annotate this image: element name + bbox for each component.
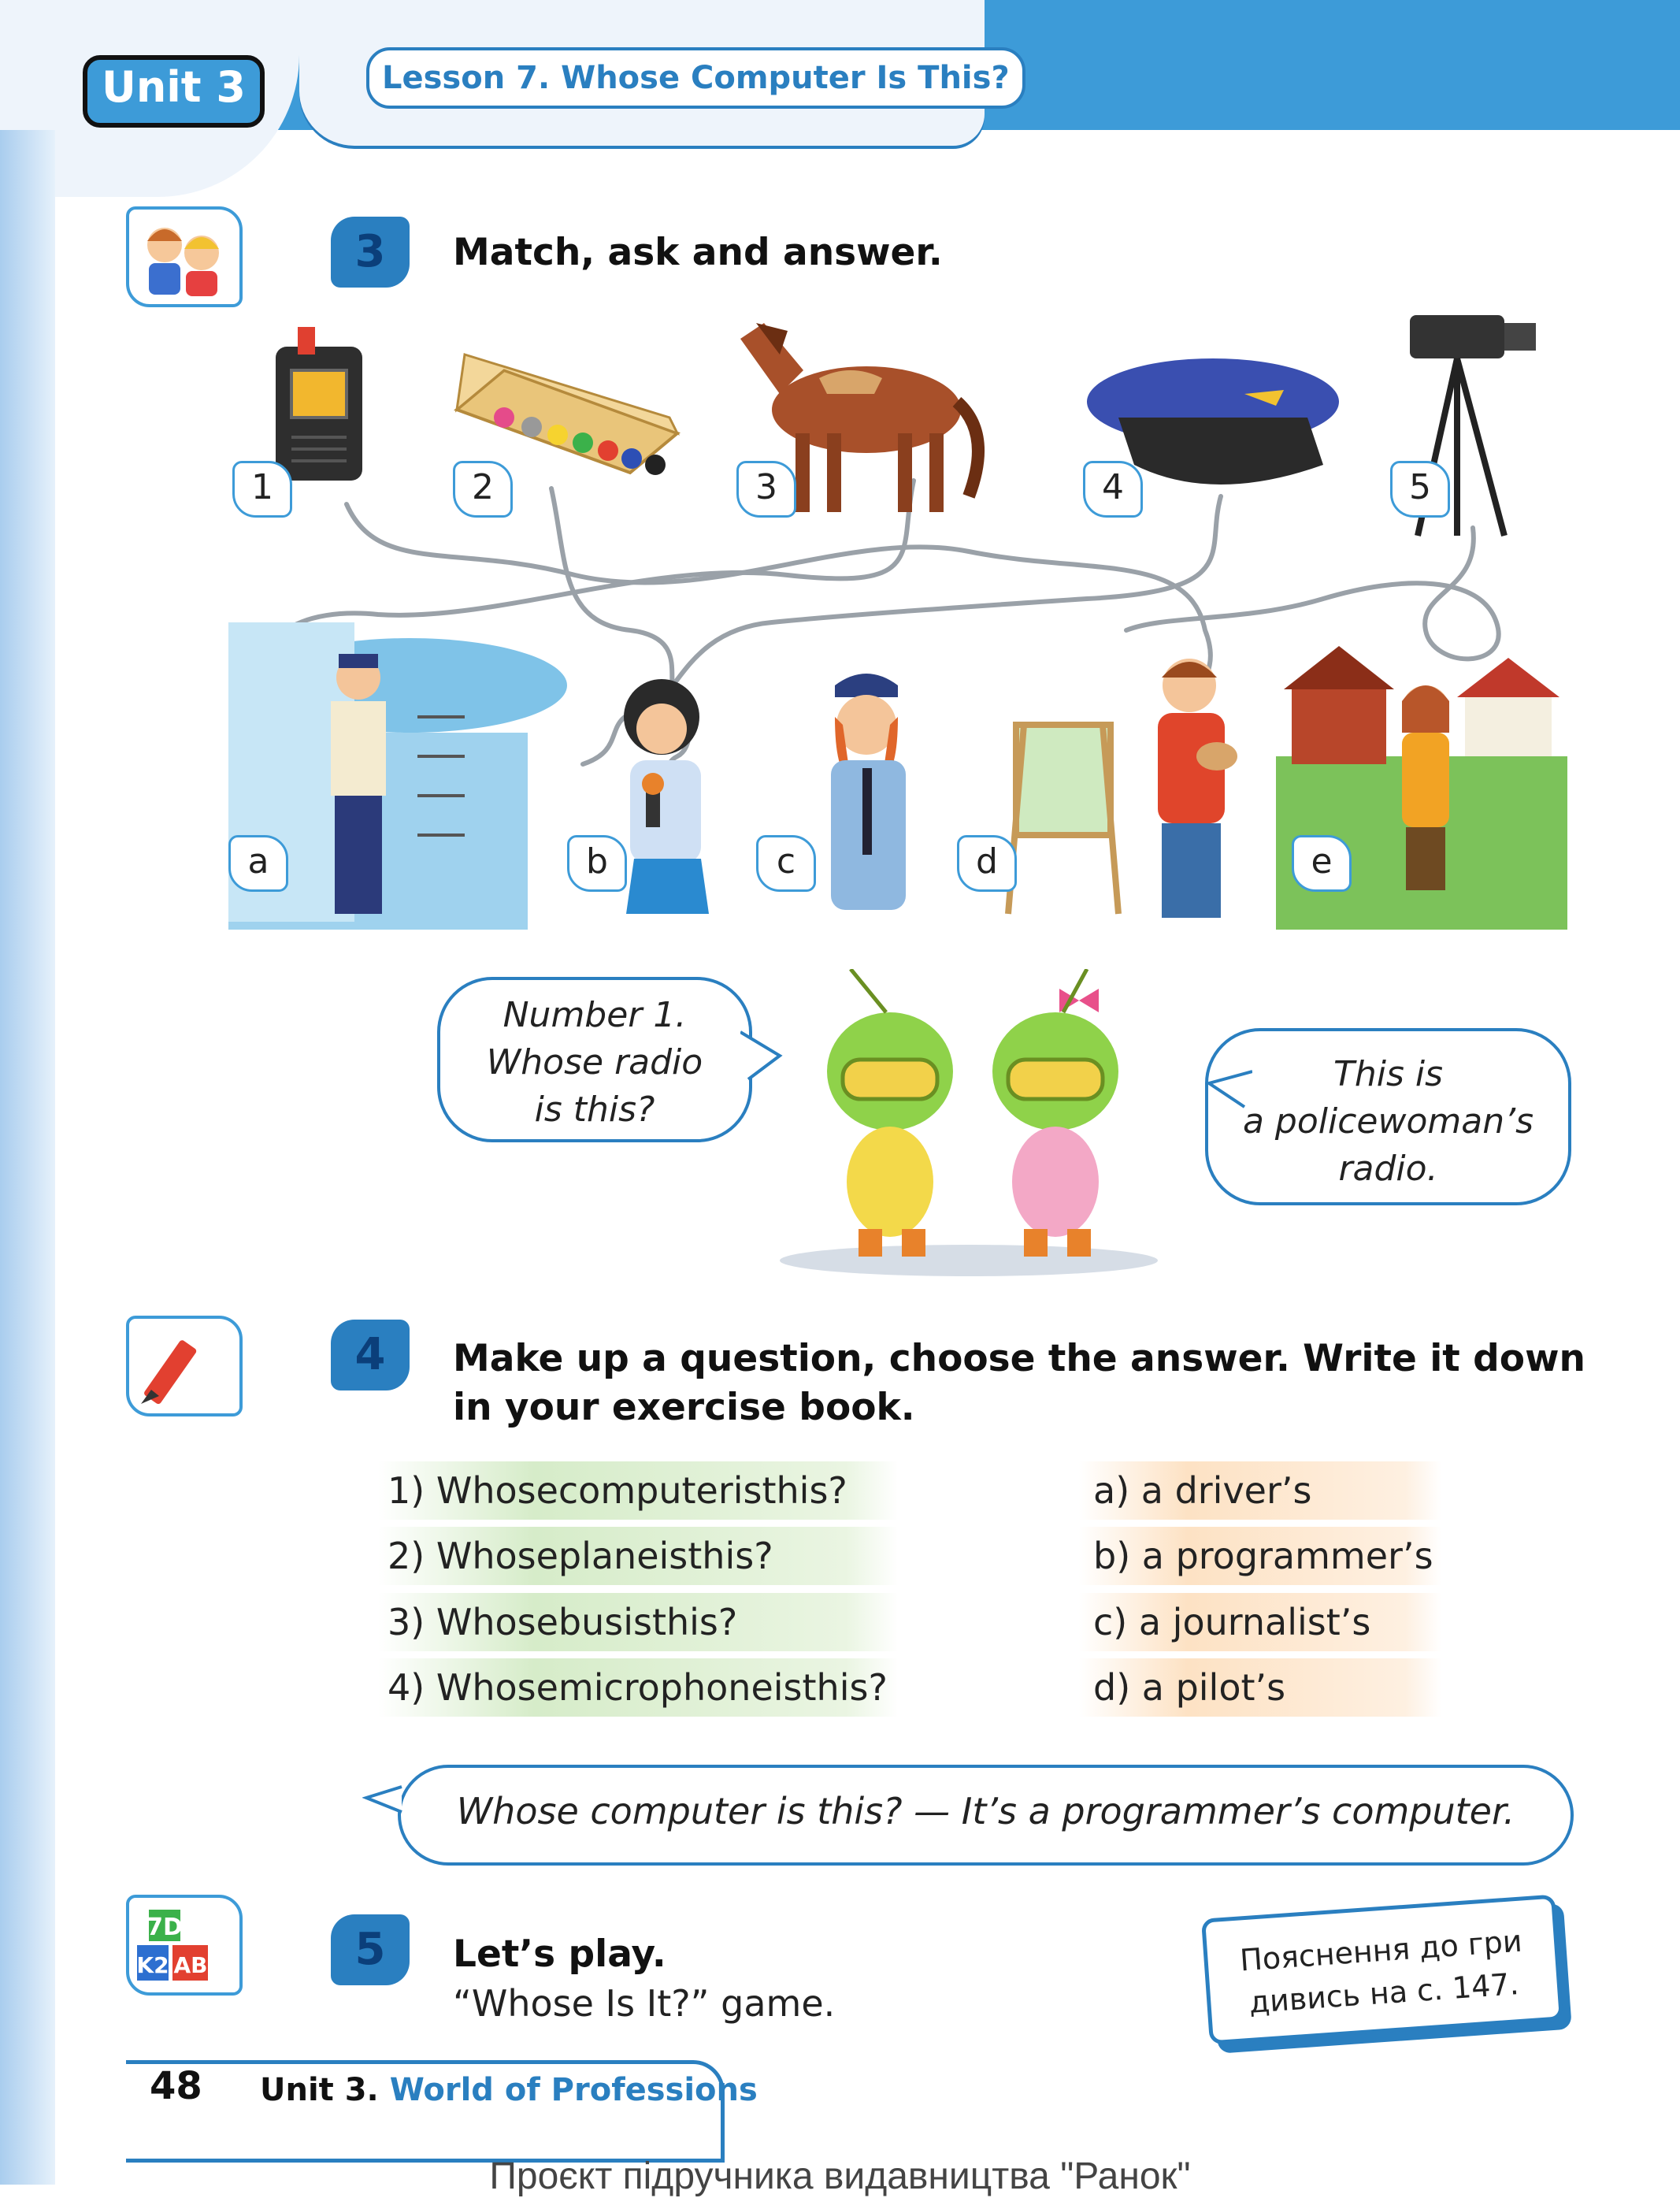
letter-blocks-icon (126, 1895, 243, 1996)
paint-box-icon (457, 355, 677, 475)
answer-row: b) a programmer’s (1079, 1527, 1441, 1585)
policewoman-picture (831, 674, 906, 910)
svg-text:7D: 7D (146, 1914, 183, 1941)
footer-unit-title (260, 2072, 758, 2108)
picture-label-a: a (228, 835, 288, 892)
alien-boy-icon (827, 969, 953, 1257)
exercise-title-line2: in your exercise book. (453, 1386, 915, 1429)
exercise-title: Match, ask and answer. (453, 231, 943, 274)
picture-label-4: 4 (1083, 461, 1143, 518)
picture-label-1: 1 (232, 461, 292, 518)
picture-label-3: 3 (736, 461, 796, 518)
bubble-line: Whose radio (486, 1042, 703, 1082)
note-line: дивись на с. 147. (1248, 1966, 1520, 2020)
exercise-number-badge: 5 (331, 1914, 410, 1985)
picture-label-e: e (1292, 835, 1352, 892)
walkie-talkie-icon (276, 327, 362, 481)
aliens-illustration (740, 969, 1252, 1284)
question-row: 1) Whosecomputeristhis? (378, 1461, 898, 1520)
speech-bubble-answer (1205, 1028, 1571, 1205)
bubble-line: is this? (534, 1090, 655, 1130)
picture-label-d: d (957, 835, 1017, 892)
footer-unit-name: World of Professions (389, 2072, 758, 2108)
example-speech-bubble: Whose computer is this? — It’s a programmer’s computer. (398, 1765, 1574, 1866)
artist-picture (1008, 659, 1237, 918)
publisher-note: Проєкт підручника видавництва "Ранок" (489, 2155, 1191, 2197)
question-row: 3) Whosebusisthis? (378, 1593, 898, 1651)
page-number: 48 (150, 2064, 202, 2108)
answer-row: a) a driver’s (1079, 1461, 1441, 1520)
bubble-line: This is (1333, 1054, 1444, 1094)
matching-illustration (221, 291, 1599, 930)
journalist-picture (624, 679, 709, 914)
bubble-line: a policewoman’s (1242, 1101, 1534, 1142)
question-row: 4) Whosemicrophoneisthis? (378, 1658, 898, 1717)
game-note-card (1201, 1894, 1563, 2044)
bubble-line: Number 1. (503, 995, 687, 1035)
picture-label-c: c (756, 835, 816, 892)
exercise-title-line1: Make up a question, choose the answer. Write it down (453, 1337, 1585, 1380)
picture-label-2: 2 (453, 461, 513, 518)
answer-row: c) a journalist’s (1079, 1593, 1441, 1651)
exercise-subtitle: “Whose Is It?” game. (453, 1982, 836, 2025)
answer-row: d) a pilot’s (1079, 1658, 1441, 1717)
alien-girl-icon (992, 969, 1118, 1257)
note-line: Пояснення до гри (1238, 1923, 1523, 1978)
speech-bubble-question (437, 977, 752, 1142)
exercise-title: Let’s play. (453, 1933, 666, 1976)
bubble-line: radio. (1338, 1149, 1438, 1189)
svg-text:AB: AB (173, 1952, 208, 1978)
footer-unit-prefix: Unit 3. (260, 2072, 379, 2108)
pencil-icon (126, 1316, 243, 1416)
picture-label-5: 5 (1390, 461, 1450, 518)
unit-badge: Unit 3 (83, 55, 265, 128)
picture-label-b: b (567, 835, 627, 892)
exercise-number-badge: 4 (331, 1320, 410, 1390)
bubble-tail (362, 1780, 410, 1828)
question-row: 2) Whoseplaneisthis? (378, 1527, 898, 1585)
left-margin-band (0, 130, 55, 2185)
svg-text:K2: K2 (136, 1952, 169, 1978)
exercise-number-badge: 3 (331, 217, 410, 288)
lesson-title: Lesson 7. Whose Computer Is This? (366, 47, 1025, 109)
